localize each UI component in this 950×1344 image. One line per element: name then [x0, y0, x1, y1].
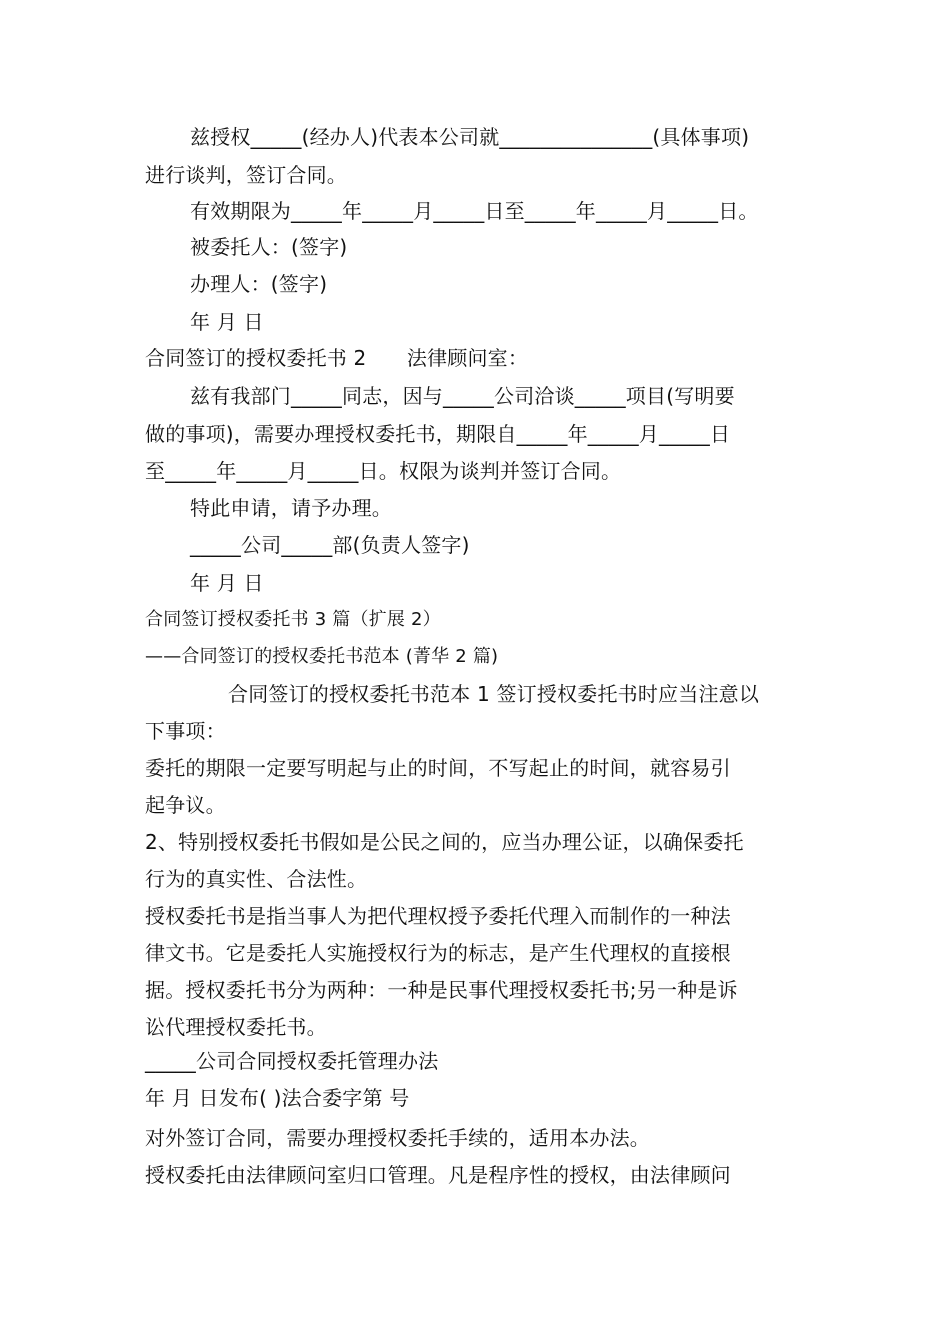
paragraph-line: 行为的真实性、合法性。: [145, 867, 368, 891]
date-line: 年 月 日: [190, 310, 264, 334]
paragraph-line: 起争议。: [145, 793, 226, 817]
paragraph-line: 年 月 日发布( )法合委字第 号: [145, 1086, 410, 1110]
paragraph-line: 至_____年_____月_____日。权限为谈判并签订合同。: [145, 459, 622, 483]
paragraph-line: 授权委托书是指当事人为把代理权授予委托代理入而制作的一种法: [145, 904, 731, 928]
section-heading: _____公司合同授权委托管理办法: [145, 1049, 439, 1073]
paragraph-line: 兹有我部门_____同志，因与_____公司洽谈_____项目(写明要: [190, 384, 735, 408]
paragraph-line: 兹授权_____(经办人)代表本公司就_______________(具体事项): [190, 125, 750, 149]
paragraph-line: 特此申请，请予办理。: [190, 496, 392, 520]
paragraph-line: 据。授权委托书分为两种：一种是民事代理授权委托书;另一种是诉: [145, 978, 738, 1002]
paragraph-line: 律文书。它是委托人实施授权行为的标志，是产生代理权的直接根: [145, 941, 731, 965]
section-subheading: ——合同签订的授权委托书范本 (菁华 2 篇): [145, 646, 499, 667]
paragraph-line: 进行谈判，签订合同。: [145, 163, 347, 187]
paragraph-line: 对外签订合同，需要办理授权委托手续的，适用本办法。: [145, 1126, 650, 1150]
paragraph-line: 委托的期限一定要写明起与止的时间，不写起止的时间，就容易引: [145, 756, 731, 780]
paragraph-line: 下事项：: [145, 719, 226, 743]
paragraph-line: 有效期限为_____年_____月_____日至_____年_____月_____日。: [190, 199, 759, 223]
section-heading: 合同签订授权委托书 3 篇（扩展 2）: [145, 609, 441, 630]
signature-line: _____公司_____部(负责人签字): [190, 533, 470, 557]
paragraph-line: 讼代理授权委托书。: [145, 1015, 327, 1039]
paragraph-line: 办理人：(签字): [190, 272, 328, 296]
paragraph-line: 合同签订的授权委托书范本 1 签订授权委托书时应当注意以: [228, 682, 760, 706]
section-heading: 合同签订的授权委托书 2 法律顾问室：: [145, 346, 529, 370]
paragraph-line: 2、特别授权委托书假如是公民之间的，应当办理公证，以确保委托: [145, 830, 744, 854]
date-line: 年 月 日: [190, 571, 264, 595]
paragraph-line: 做的事项)，需要办理授权委托书，期限自_____年_____月_____日: [145, 422, 731, 446]
paragraph-line: 授权委托由法律顾问室归口管理。凡是程序性的授权，由法律顾问: [145, 1163, 731, 1187]
paragraph-line: 被委托人：(签字): [190, 235, 348, 259]
